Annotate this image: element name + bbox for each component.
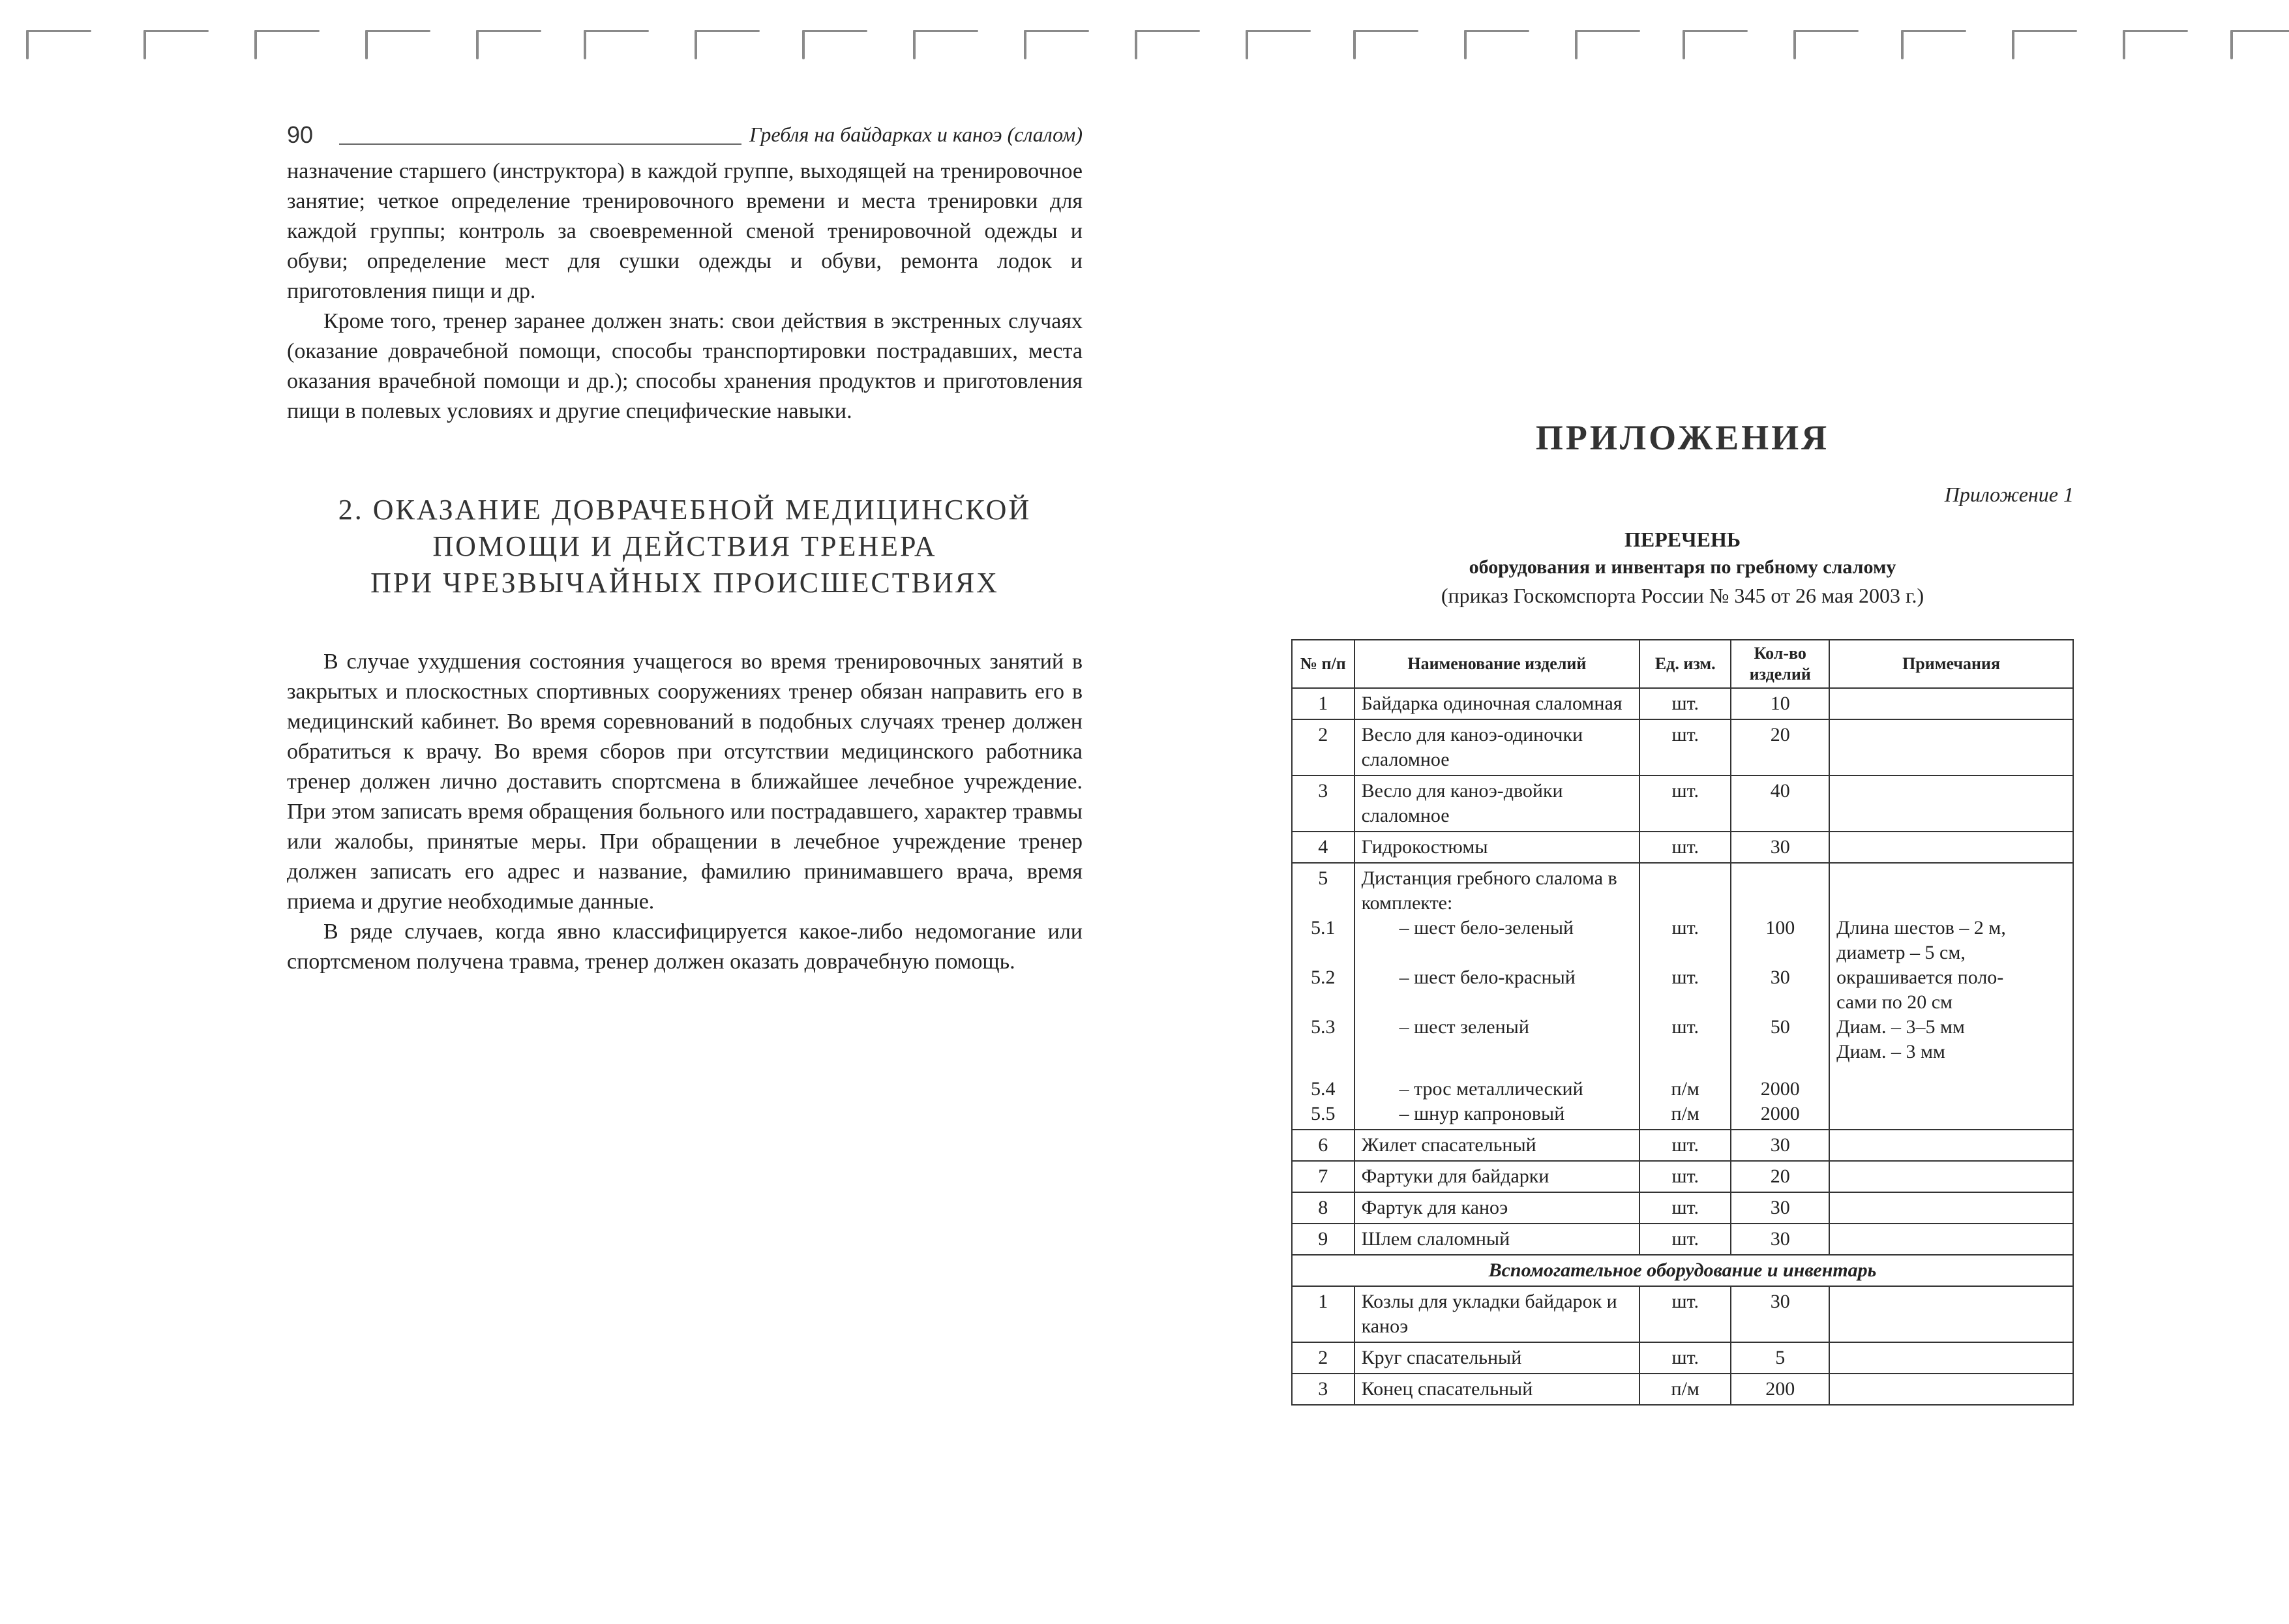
cell-unit: п/м xyxy=(1639,1374,1731,1405)
binding-ring xyxy=(143,25,209,64)
sub-num: 5.4 xyxy=(1311,1078,1336,1100)
spacer xyxy=(1299,891,1347,916)
cell-unit: шт. xyxy=(1639,832,1731,863)
cell-qty: 30 xyxy=(1731,1192,1829,1224)
binding-ring xyxy=(476,25,541,64)
cell-note xyxy=(1829,1374,2073,1405)
cell-num: 6 xyxy=(1292,1130,1354,1161)
cell-note xyxy=(1829,1192,2073,1224)
cell-name: Круг спасательный xyxy=(1354,1342,1640,1374)
cell-num: 3 xyxy=(1292,1374,1354,1405)
spacer xyxy=(1647,940,1724,965)
spacer xyxy=(1299,1040,1347,1052)
spacer xyxy=(1362,990,1633,1015)
spacer xyxy=(1738,1052,1822,1077)
cell-note xyxy=(1829,1224,2073,1255)
sub-name: – шнур капроновый xyxy=(1399,1103,1565,1124)
table-section-row xyxy=(1292,1255,2073,1286)
cell-unit: шт. xyxy=(1639,1224,1731,1255)
sub-qty: 50 xyxy=(1770,1016,1790,1038)
sub-num: 5.1 xyxy=(1311,917,1336,939)
cell-num: 1 xyxy=(1292,1286,1354,1342)
binding-ring xyxy=(2012,25,2077,64)
section-heading-line: 2. ОКАЗАНИЕ ДОВРАЧЕБНОЙ МЕДИЦИНСКОЙ xyxy=(338,494,1032,526)
list-heading-order: (приказ Госкомспорта России № 345 от 26 мая 2003 г.) xyxy=(1441,584,1924,607)
cell-unit: шт. xyxy=(1639,775,1731,832)
cell-qty: 10 xyxy=(1731,688,1829,719)
page-number: 90 xyxy=(287,121,314,148)
sub-name: – шест бело-красный xyxy=(1399,967,1576,988)
cell-note xyxy=(1829,719,2073,775)
cell-note xyxy=(1829,775,2073,832)
spacer xyxy=(1647,866,1724,891)
aux-section-title: Вспомогательное оборудование и инвентарь xyxy=(1292,1255,2073,1286)
cell-name: Байдарка одиночная слаломная xyxy=(1354,688,1640,719)
spacer xyxy=(1299,940,1347,965)
spacer xyxy=(1299,1052,1347,1077)
binding-ring xyxy=(1024,25,1089,64)
left-page xyxy=(287,117,1083,977)
sub-qty: 100 xyxy=(1765,917,1795,939)
sub-unit: п/м xyxy=(1671,1078,1699,1100)
binding-ring xyxy=(695,25,760,64)
cell-unit: шт. xyxy=(1639,1161,1731,1192)
cell-qty: 30 xyxy=(1731,1286,1829,1342)
binding-ring xyxy=(1464,25,1529,64)
cell-num: 9 xyxy=(1292,1224,1354,1255)
cell-num: 8 xyxy=(1292,1192,1354,1224)
cell-qty: 40 xyxy=(1731,775,1829,832)
cell-num: 2 xyxy=(1292,719,1354,775)
cell-note xyxy=(1829,688,2073,719)
spacer xyxy=(1738,940,1822,965)
spacer xyxy=(1738,891,1822,916)
cell-qty: 5 xyxy=(1731,1342,1829,1374)
cell-qty: 30 xyxy=(1731,1224,1829,1255)
equipment-table xyxy=(1291,639,2074,1406)
sub-unit: шт. xyxy=(1671,1016,1699,1038)
note-line: Длина шестов – 2 м, xyxy=(1836,917,2006,939)
spacer xyxy=(1362,940,1633,965)
cell-name: Весло для каноэ-одиночки слаломное xyxy=(1354,719,1640,775)
binding-ring xyxy=(1901,25,1966,64)
cell-qty xyxy=(1731,863,1829,1130)
cell-name: Фартуки для байдарки xyxy=(1354,1161,1640,1192)
note-line: диаметр – 5 см, xyxy=(1836,942,1966,963)
table-row xyxy=(1292,775,2073,832)
binding-ring xyxy=(26,25,91,64)
cell-qty: 20 xyxy=(1731,1161,1829,1192)
cell-name: Гидрокостюмы xyxy=(1354,832,1640,863)
cell-note xyxy=(1829,863,2073,1130)
table-row xyxy=(1292,719,2073,775)
sub-name: – шест бело-зеленый xyxy=(1399,917,1574,939)
body-paragraph: В ряде случаев, когда явно классифицируется какое-либо недомогание или спортсменом получена травма, тренер должен оказать доврачебную помощь. xyxy=(287,920,1083,974)
spacer xyxy=(1299,990,1347,1015)
cell-name: Жилет спасательный xyxy=(1354,1130,1640,1161)
running-title: Гребля на байдарках и каноэ (слалом) xyxy=(741,123,1083,147)
body-paragraph: В случае ухудшения состояния учащегося во время тренировочных занятий в закрытых и плоскостных спортивных сооружениях тренер обязан направить его в медицинский кабинет. Во время соревнований в подобных случаях тренер должен обратиться к врачу. Во время сборов при отсутствии медицинского работника тренер должен лично доставить спортсмена в ближайшее лечебное учреждение. При этом записать время обращения больного или пострадавшего, характер травмы или жалобы, принятые меры. При обращении в лечебное учреждение тренер должен записать его адрес и название, фамилию принимавшего врача, время приема и другие необходимые данные. xyxy=(287,650,1083,914)
cell-unit xyxy=(1639,863,1731,1130)
cell-unit: шт. xyxy=(1639,1130,1731,1161)
cell-num: 7 xyxy=(1292,1161,1354,1192)
spacer xyxy=(1738,866,1822,891)
sub-name: – трос металлический xyxy=(1399,1078,1583,1100)
binding-ring xyxy=(802,25,867,64)
sub-qty: 2000 xyxy=(1760,1103,1800,1124)
table-row xyxy=(1292,688,2073,719)
binding-ring xyxy=(1575,25,1640,64)
table-row xyxy=(1292,1161,2073,1192)
list-heading-subtitle: оборудования и инвентаря по гребному слалому xyxy=(1469,556,1896,578)
spacer xyxy=(1362,1040,1633,1052)
list-heading xyxy=(1291,525,2074,610)
cell-note xyxy=(1829,1342,2073,1374)
spacer xyxy=(1647,990,1724,1015)
cell-note xyxy=(1829,1286,2073,1342)
header-note: Примечания xyxy=(1829,640,2073,688)
cell-name: Фартук для каноэ xyxy=(1354,1192,1640,1224)
cell-num: 4 xyxy=(1292,832,1354,863)
cell-num xyxy=(1292,863,1354,1130)
sub-unit: п/м xyxy=(1671,1103,1699,1124)
cell-note xyxy=(1829,832,2073,863)
sub-qty: 2000 xyxy=(1760,1078,1800,1100)
binding-ring xyxy=(365,25,430,64)
spacer xyxy=(1738,1040,1822,1052)
binding-ring xyxy=(254,25,320,64)
table-row xyxy=(1292,832,2073,863)
sub-qty: 30 xyxy=(1770,967,1790,988)
spacer xyxy=(1647,1040,1724,1052)
table-row xyxy=(1292,1192,2073,1224)
sub-unit: шт. xyxy=(1671,917,1699,939)
binding-ring xyxy=(1135,25,1200,64)
cell-qty: 20 xyxy=(1731,719,1829,775)
header-qty: Кол-во изделий xyxy=(1731,640,1829,688)
sub-name: – шест зеленый xyxy=(1399,1016,1529,1038)
sub-num: 5.3 xyxy=(1311,1016,1336,1038)
body-paragraph: Кроме того, тренер заранее должен знать: свои действия в экстренных случаях (оказание доврачебной помощи, способы транспортировки пострадавших, места оказания врачебной помощи и др.); способы хранения продуктов и приготовления пищи в полевых условиях и другие специфические навыки. xyxy=(287,309,1083,423)
cell-name: Козлы для укладки байдарок и каноэ xyxy=(1354,1286,1640,1342)
body-paragraph: назначение старшего (инструктора) в каждой группе, выходящей на тренировочное занятие; четкое определение тренировочного времени и места тренировки для каждой группы; контроль за своевременной сменой тренировочной одежды и обуви; определение мест для сушки одежды и обуви, ремонта лодок и приготовления пищи и др. xyxy=(287,159,1083,303)
cell-note xyxy=(1829,1130,2073,1161)
note-line: Диам. – 3 мм xyxy=(1836,1041,1945,1062)
spacer xyxy=(1836,891,2066,916)
spacer xyxy=(1647,1052,1724,1077)
section-heading-line: ПРИ ЧРЕЗВЫЧАЙНЫХ ПРОИСШЕСТВИЯХ xyxy=(370,567,999,599)
cell-unit: шт. xyxy=(1639,1286,1731,1342)
spiral-binding xyxy=(0,0,2289,72)
cell-unit: шт. xyxy=(1639,1342,1731,1374)
cell-note xyxy=(1829,1161,2073,1192)
binding-ring xyxy=(1246,25,1311,64)
note-line: сами по 20 см xyxy=(1836,991,1953,1013)
cell-num: 3 xyxy=(1292,775,1354,832)
binding-ring xyxy=(1353,25,1418,64)
running-head xyxy=(287,117,1083,157)
note-line: окрашивается поло- xyxy=(1836,967,2004,988)
binding-ring xyxy=(584,25,649,64)
table-row xyxy=(1292,1374,2073,1405)
header-num: № п/п xyxy=(1292,640,1354,688)
appendix-number: Приложение 1 xyxy=(1944,483,2074,506)
section-heading-line: ПОМОЩИ И ДЕЙСТВИЯ ТРЕНЕРА xyxy=(432,530,937,562)
binding-ring xyxy=(1683,25,1748,64)
cell-qty: 30 xyxy=(1731,1130,1829,1161)
cell-num: 1 xyxy=(1292,688,1354,719)
binding-ring xyxy=(2230,25,2289,64)
binding-ring xyxy=(1793,25,1859,64)
section-heading xyxy=(287,492,1083,601)
cell-unit: шт. xyxy=(1639,688,1731,719)
cell-num: 2 xyxy=(1292,1342,1354,1374)
table-row xyxy=(1292,1224,2073,1255)
sub-num: 5.2 xyxy=(1311,967,1336,988)
cell-qty: 200 xyxy=(1731,1374,1829,1405)
list-heading-title: ПЕРЕЧЕНЬ xyxy=(1624,528,1741,551)
sub-unit: шт. xyxy=(1671,967,1699,988)
binding-ring xyxy=(2123,25,2188,64)
header-unit: Ед. изм. xyxy=(1639,640,1731,688)
binding-ring xyxy=(913,25,978,64)
cell-unit: шт. xyxy=(1639,719,1731,775)
header-name: Наименование изделий xyxy=(1354,640,1640,688)
cell-unit: шт. xyxy=(1639,1192,1731,1224)
cell-name: Конец спасательный xyxy=(1354,1374,1640,1405)
sub-num: 5.5 xyxy=(1311,1103,1336,1124)
cell-name: Шлем слаломный xyxy=(1354,1224,1640,1255)
cell-name: Весло для каноэ-двойки слаломное xyxy=(1354,775,1640,832)
table-header-row xyxy=(1292,640,2073,688)
table-row xyxy=(1292,1342,2073,1374)
cell-name xyxy=(1354,863,1640,1130)
spacer xyxy=(1362,1052,1633,1077)
distance-name: Дистанция гребного слалома в комплекте: xyxy=(1361,867,1617,914)
spacer xyxy=(1836,866,2066,891)
spacer xyxy=(1738,990,1822,1015)
note-line: Диам. – 3–5 мм xyxy=(1836,1016,1965,1038)
appendix-title: ПРИЛОЖЕНИЯ xyxy=(1535,418,1830,457)
table-row-distance xyxy=(1292,863,2073,1130)
distance-num: 5 xyxy=(1318,867,1328,889)
cell-qty: 30 xyxy=(1731,832,1829,863)
spacer xyxy=(1647,891,1724,916)
table-row xyxy=(1292,1130,2073,1161)
table-row xyxy=(1292,1286,2073,1342)
